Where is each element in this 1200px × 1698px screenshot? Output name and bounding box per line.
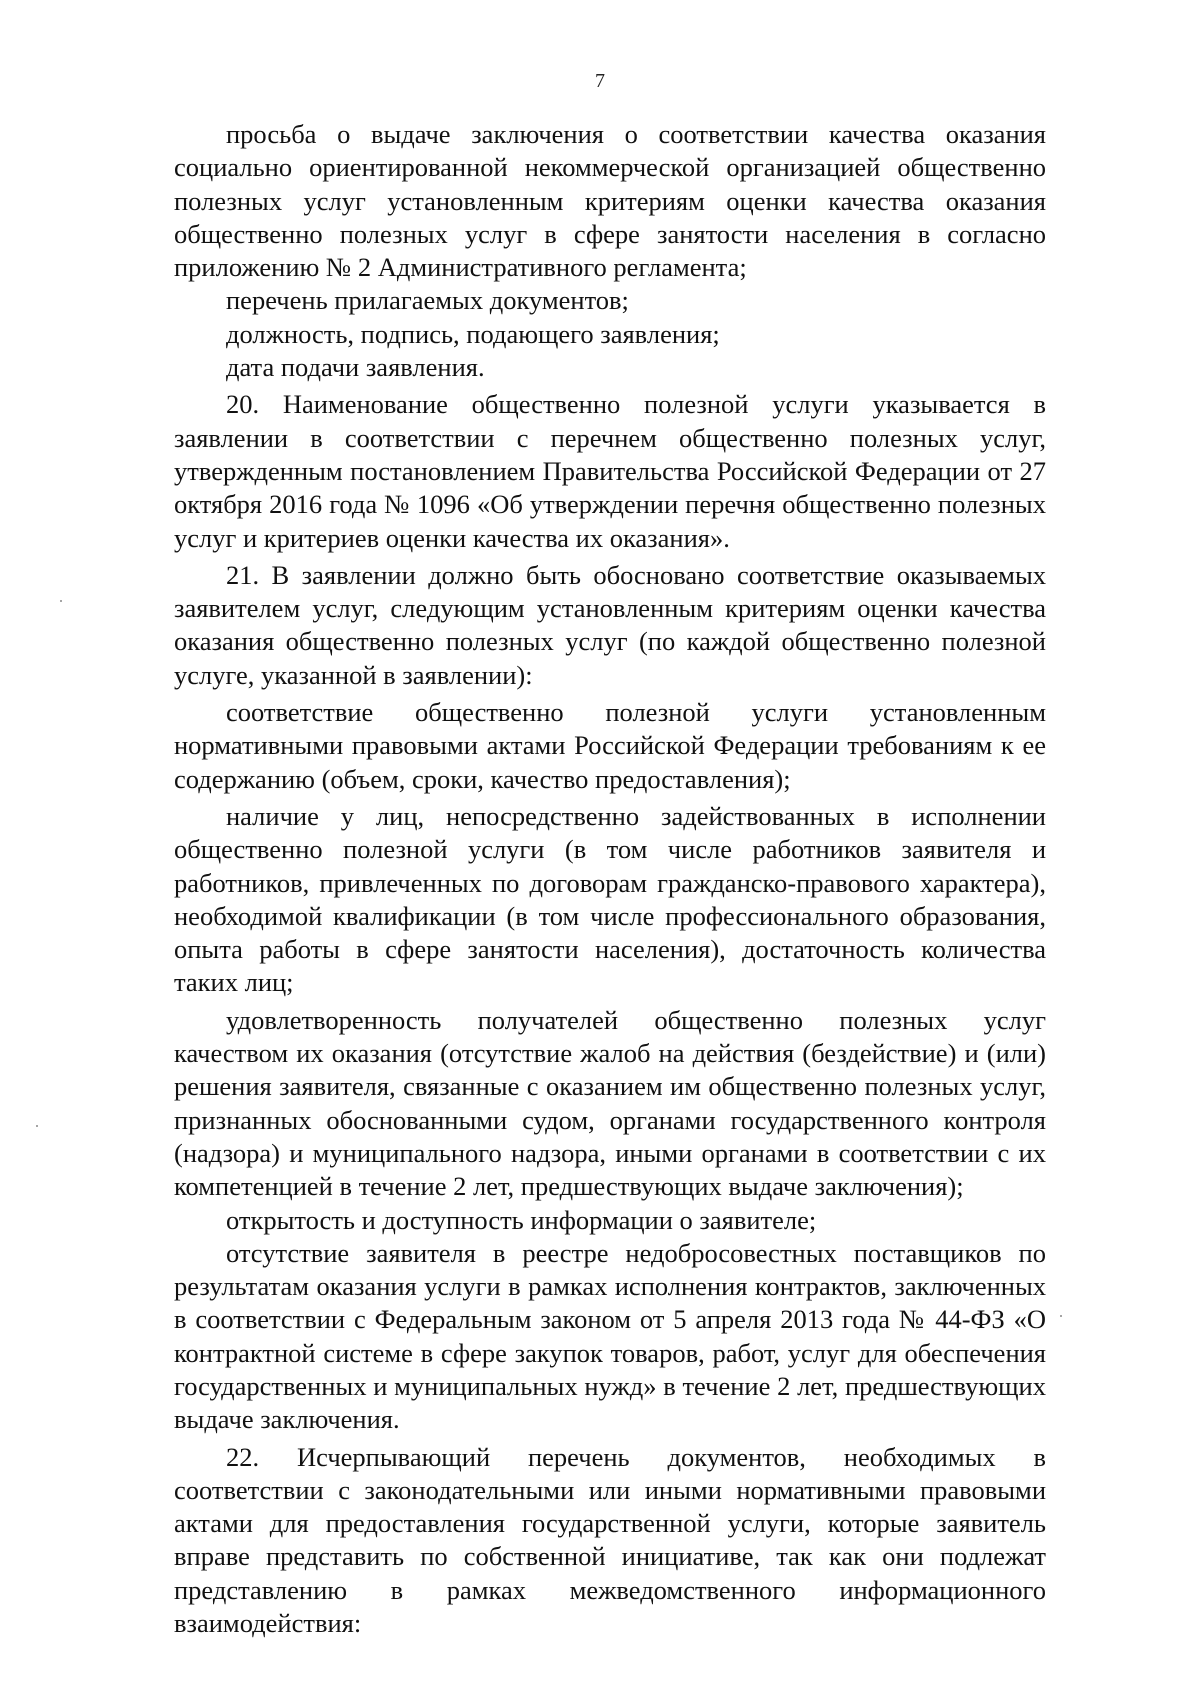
- document-body: [174, 118, 1046, 1640]
- paragraph-attached-docs-list: перечень прилагаемых документов;: [226, 285, 629, 316]
- paragraph-criterion-qualification: наличие у лиц, непосредственно задействованных в исполнении общественно полезной услуги (в том числе работников заявителя и работников, привлеченных по договорам гражданско-правового характера), необходимой квалификации (в том числе профессионального образования, опыта работы в сфере занятости населения), достаточность количества таких лиц;: [174, 800, 1046, 998]
- scan-speck: [60, 600, 62, 602]
- paragraph-criterion-satisfaction: удовлетворенность получателей общественно полезных услуг качеством их оказания (отсутствие жалоб на действия (бездействие) и (или) решения заявителя, связанные с оказанием им общественно полезных услуг, признанных обоснованными судом, органами государственного контроля (надзора) и муниципального надзора, иными органами в соответствии с их компетенцией в течение 2 лет, предшествующих выдаче заключения);: [174, 1004, 1046, 1202]
- paragraph-item-22: 22. Исчерпывающий перечень документов, необходимых в соответствии с законодательными или иными нормативными правовыми актами для предоставления государственной услуги, которые заявитель вправе представить по собственной инициативе, так как они подлежат представлению в рамках межведомственного информационного взаимодействия:: [174, 1441, 1046, 1639]
- page-number: 7: [595, 70, 605, 92]
- paragraph-request: просьба о выдаче заключения о соответствии качества оказания социально ориентированной некоммерческой организацией общественно полезных услуг установленным критериям оценки качества оказания общественно полезных услуг в сфере занятости населения в согласно приложению № 2 Административного регламента;: [174, 119, 1046, 283]
- paragraph-submission-date: дата подачи заявления.: [226, 352, 485, 383]
- paragraph-item-21: 21. В заявлении должно быть обосновано соответствие оказываемых заявителем услуг, следующим установленным критериям оценки качества оказания общественно полезных услуг (по каждой общественно полезной услуге, указанной в заявлении):: [174, 559, 1046, 690]
- paragraph-criterion-registry: отсутствие заявителя в реестре недобросовестных поставщиков по результатам оказания услуги в рамках исполнения контрактов, заключенных в соответствии с Федеральным законом от 5 апреля 2013 года № 44-ФЗ «О контрактной системе в сфере закупок товаров, работ, услуг для обеспечения государственных и муниципальных нужд» в течение 2 лет, предшествующих выдаче заключения.: [174, 1237, 1046, 1435]
- scan-speck: [36, 1125, 38, 1127]
- paragraph-criterion-openness: открытость и доступность информации о заявителе;: [226, 1204, 817, 1235]
- scan-speck: [1060, 1315, 1062, 1317]
- paragraph-criterion-compliance: соответствие общественно полезной услуги установленным нормативными правовыми актами Российской Федерации требованиям к ее содержанию (объем, сроки, качество предоставления);: [174, 697, 1046, 794]
- paragraph-position-signature: должность, подпись, подающего заявления;: [226, 318, 720, 349]
- paragraph-item-20: 20. Наименование общественно полезной услуги указывается в заявлении в соответствии с перечнем общественно полезных услуг, утвержденным постановлением Правительства Российской Федерации от 27 октября 2016 года № 1096 «Об утверждении перечня общественно полезных услуг и критериев оценки качества их оказания».: [174, 389, 1046, 553]
